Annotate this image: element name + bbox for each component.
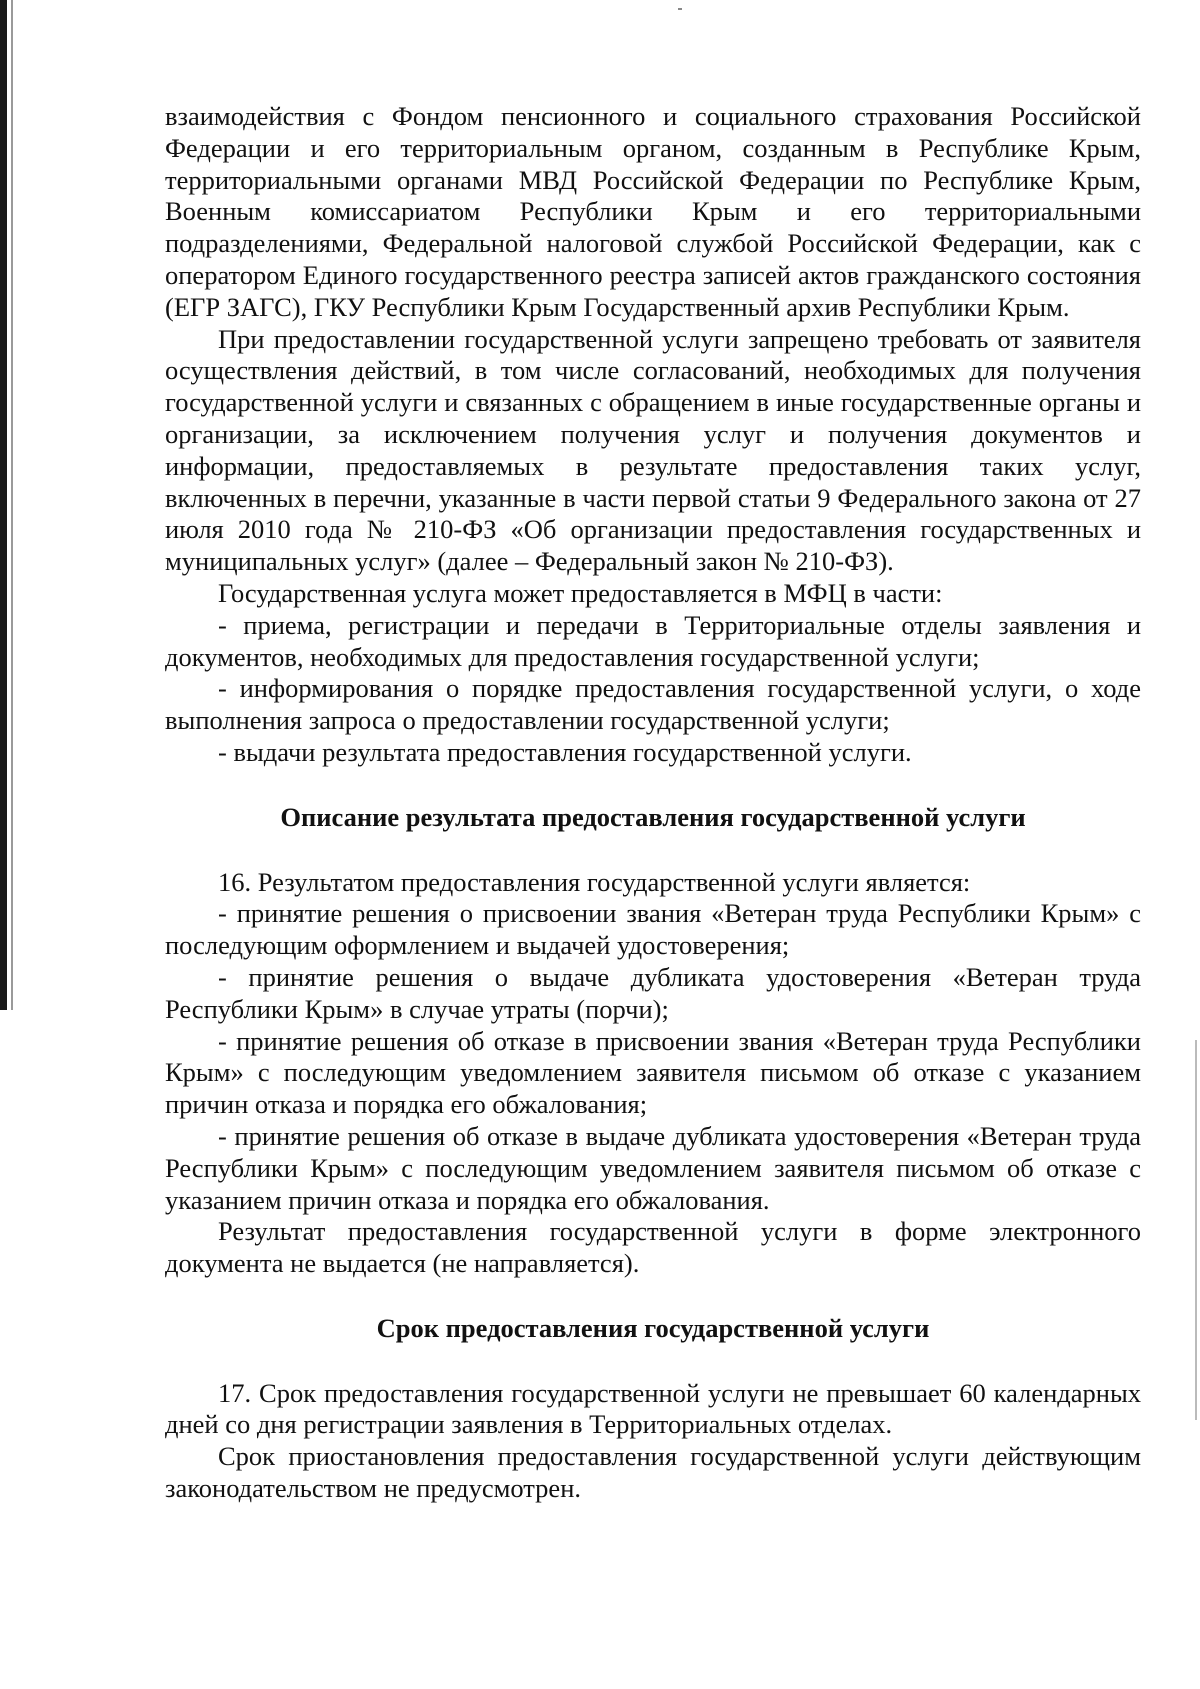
- intro-paragraph: взаимодействия с Фондом пенсионного и социального страхования Российской Федерации и его территориальным органом, созданным в Республике Крым, территориальными органами МВД Российской Федерации по Республике Крым, Военным комиссариатом Республики Крым и его территориальными подразделениями, Федеральной налоговой службой Российской Федерации, как с оператором Единого государственного реестра записей актов гражданского состояния (ЕГР ЗАГС), ГКУ Республики Крым Государственный архив Республики Крым.: [165, 101, 1141, 322]
- section-heading-term: Срок предоставления государственной услуги: [376, 1312, 930, 1343]
- suspension-paragraph: Срок приостановления предоставления государственной услуги действующим законодательством не предусмотрен.: [165, 1441, 1141, 1504]
- result-electronic-paragraph: Результат предоставления государственной услуги в форме электронного документа не выдается (не направляется).: [165, 1216, 1141, 1279]
- spacer: [165, 1280, 1141, 1313]
- result-item-refusal-duplicate: - принятие решения об отказе в выдаче дубликата удостоверения «Ветеран труда Республики Крым» с последующим уведомлением заявителя письмом об отказе с указанием причин отказа и порядка его обжалования.: [165, 1120, 1141, 1215]
- spacer: [165, 769, 1141, 802]
- scan-edge-right: [1195, 1040, 1197, 1420]
- term-paragraph: 17. Срок предоставления государственной услуги не превышает 60 календарных дней со дня регистрации заявления в Территориальных отделах.: [165, 1377, 1141, 1440]
- result-item-refusal-award: - принятие решения об отказе в присвоении звания «Ветеран труда Республики Крым» с последующим уведомлением заявителя письмом об отказе с указанием причин отказа и порядка его обжалования;: [165, 1025, 1141, 1120]
- mfc-item-issuance: - выдачи результата предоставления государственной услуги.: [218, 736, 912, 767]
- document-page: [165, 101, 1141, 1505]
- scan-artifact: [678, 8, 682, 10]
- spacer: [165, 834, 1141, 867]
- mfc-intro-paragraph: Государственная услуга может предоставляется в МФЦ в части:: [218, 577, 943, 608]
- result-item-duplicate: - принятие решения о выдаче дубликата удостоверения «Ветеран труда Республики Крым» в случае утраты (порчи);: [165, 961, 1141, 1024]
- result-item-award: - принятие решения о присвоении звания «Ветеран труда Республики Крым» с последующим оформлением и выдачей удостоверения;: [165, 898, 1141, 961]
- mfc-item-reception: - приема, регистрации и передачи в Территориальные отделы заявления и документов, необходимых для предоставления государственной услуги;: [165, 609, 1141, 672]
- section-heading-result: Описание результата предоставления государственной услуги: [280, 801, 1026, 832]
- scan-edge-left: [0, 0, 7, 1010]
- mfc-item-informing: - информирования о порядке предоставления государственной услуги, о ходе выполнения запроса о предоставлении государственной услуги;: [165, 673, 1141, 736]
- scan-line-left: [11, 0, 13, 1010]
- prohibition-paragraph: При предоставлении государственной услуги запрещено требовать от заявителя осуществления действий, в том числе согласований, необходимых для получения государственной услуги и связанных с обращением в иные государственные органы и организации, за исключением получения услуг и получения документов и информации, предоставляемых в результате предоставления таких услуг, включенных в перечни, указанные в части первой статьи 9 Федерального закона от 27 июля 2010 года № 210-ФЗ «Об организации предоставления государственных и муниципальных услуг» (далее – Федеральный закон № 210-ФЗ).: [165, 323, 1141, 577]
- spacer: [165, 1345, 1141, 1378]
- result-intro-paragraph: 16. Результатом предоставления государственной услуги является:: [218, 866, 971, 897]
